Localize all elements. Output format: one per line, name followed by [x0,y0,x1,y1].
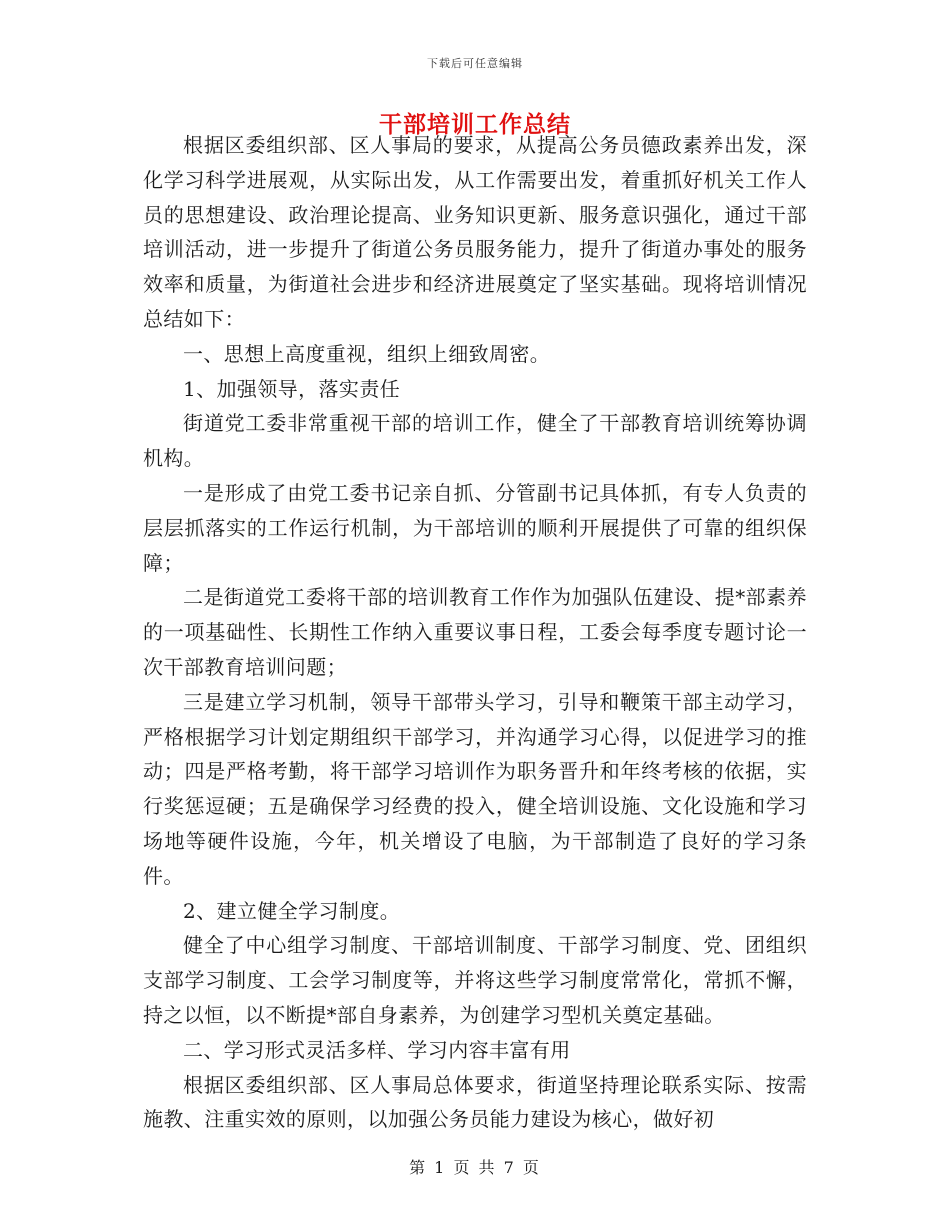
document-body [143,128,807,1137]
heading-section-1: 一、思想上高度重视，组织上细致周密。 [183,341,551,366]
paragraph-point-2: 二是街道党工委将干部的培训教育工作作为加强队伍建设、提*部素养的一项基础性、长期性工作纳入重要议事日程，工委会每季度专题讨论一次干部教育培训问题； [143,585,807,679]
heading-subsection-2: 2、建立健全学习制度。 [183,898,401,923]
paragraph-point-1: 一是形成了由党工委书记亲自抓、分管副书记具体抓，有专人负责的层层抓落实的工作运行机制，为干部培训的顺利开展提供了可靠的组织保障； [143,480,807,575]
paragraph-leadership: 街道党工委非常重视干部的培训工作，健全了干部教育培训统筹协调机构。 [143,411,807,471]
paragraph-intro: 根据区委组织部、区人事局的要求，从提高公务员德政素养出发，深化学习科学进展观，从实际出发，从工作需要出发，着重抓好机关工作人员的思想建设、政治理论提高、业务知识更新、服务意识强化，通过干部培训活动，进一步提升了街道公务员服务能力，提升了街道办事处的服务效率和质量，为街道社会进步和经济进展奠定了坚实基础。现将培训情况总结如下： [143,133,807,331]
document-title: 干部培训工作总结 [379,111,571,138]
heading-section-2: 二、学习形式灵活多样、学习内容丰富有用 [183,1037,571,1062]
paragraph-point-3: 三是建立学习机制，领导干部带头学习，引导和鞭策干部主动学习，严格根据学习计划定期组织干部学习，并沟通学习心得，以促进学习的推动；四是严格考勤，将干部学习培训作为职务晋升和年终考核的依据，实行奖惩逗硬；五是确保学习经费的投入，健全培训设施、文化设施和学习场地等硬件设施，今年，机关增设了电脑，为干部制造了良好的学习条件。 [143,689,807,888]
paragraph-principles: 根据区委组织部、区人事局总体要求，街道坚持理论联系实际、按需施教、注重实效的原则，以加强公务员能力建设为核心，做好初 [143,1072,807,1132]
paragraph-systems: 健全了中心组学习制度、干部培训制度、干部学习制度、党、团组织支部学习制度、工会学习制度等，并将这些学习制度常常化，常抓不懈，持之以恒，以不断提*部自身素养，为创建学习型机关奠定基础。 [143,933,807,1027]
heading-subsection-1: 1、加强领导，落实责任 [183,376,401,401]
page-header-note: 下载后可任意编辑 [427,57,523,70]
page-number: 第 1 页 共 7 页 [409,1158,541,1177]
